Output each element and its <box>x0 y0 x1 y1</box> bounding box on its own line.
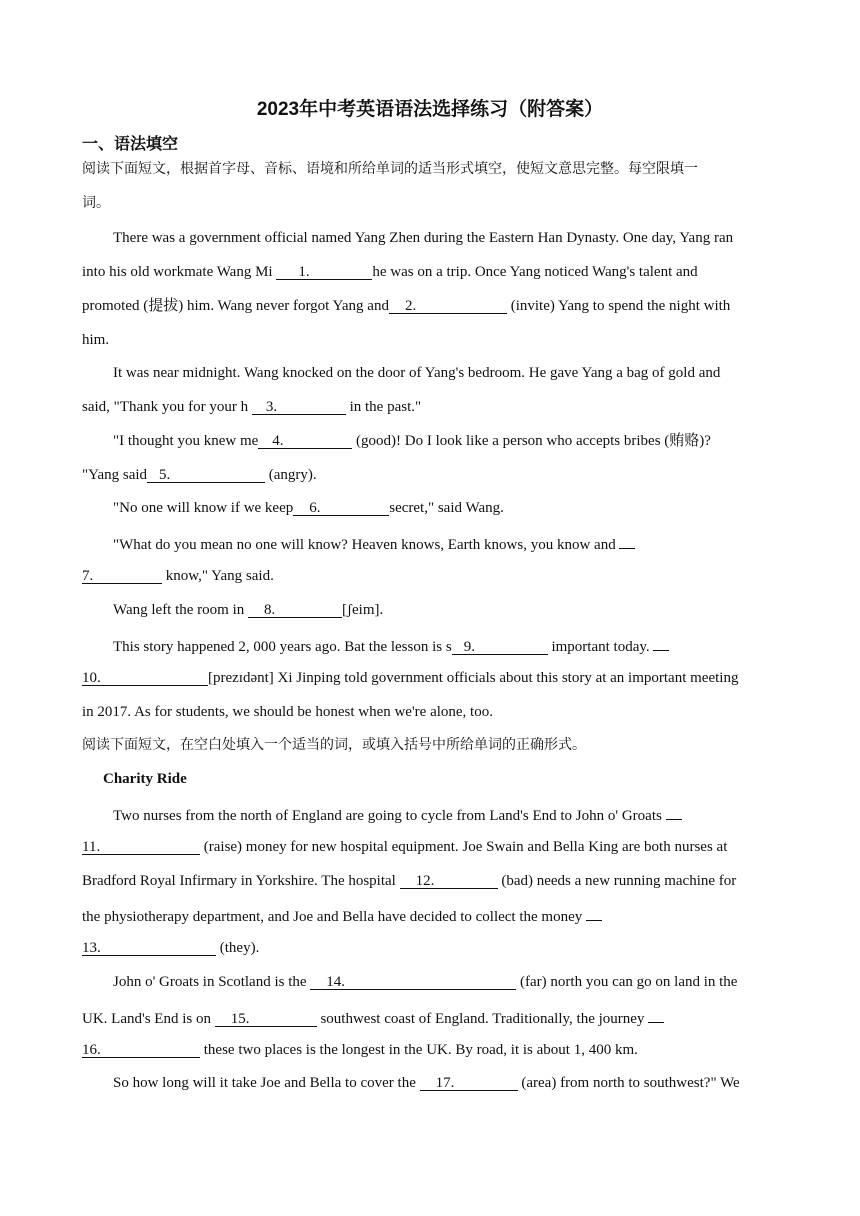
answer-blank-6[interactable]: 6. <box>293 499 389 516</box>
answer-blank-13-start <box>586 904 602 921</box>
text: said, "Thank you for your h <box>82 399 252 415</box>
text: "What do you mean no one will know? Heaven knows, Earth knows, you know and <box>113 537 620 553</box>
instruction-line: 阅读下面短文，根据首字母、音标、语境和所给单词的适当形式填空，使短文意思完整。每空限填一 <box>82 161 698 177</box>
passage-line: in 2017. As for students, we should be honest when we're alone, too. <box>82 704 493 720</box>
answer-blank-10-start <box>653 634 669 651</box>
passage-line <box>113 498 504 518</box>
passage-line <box>113 532 635 555</box>
answer-blank-8[interactable]: 8. <box>248 601 342 618</box>
answer-blank-10[interactable]: 10. <box>82 669 208 686</box>
text: [ʃeim]. <box>342 602 384 618</box>
passage-line <box>82 397 421 417</box>
answer-blank-7[interactable]: 7. <box>82 567 162 584</box>
page-title: 2023年中考英语语法选择练习（附答案） <box>256 99 604 120</box>
text: secret," said Wang. <box>389 500 504 516</box>
passage-line <box>82 262 698 282</box>
passage-line <box>113 972 737 992</box>
text: John o' Groats in Scotland is the <box>113 974 311 990</box>
instruction-line: 阅读下面短文，在空白处填入一个适当的词，或填入括号中所给单词的正确形式。 <box>82 737 586 753</box>
instruction-line: 词。 <box>82 195 110 211</box>
answer-blank-5[interactable]: 5. <box>147 466 265 483</box>
passage-line <box>113 600 383 620</box>
text: UK. Land's End is on <box>82 1011 215 1027</box>
text: (raise) money for new hospital equipment. Joe Swain and Bella King are both nurses at <box>200 839 728 855</box>
text: (good)! Do I look like a person who accepts bribes (贿赂)? <box>352 433 711 449</box>
text: (they). <box>216 940 260 956</box>
passage-line <box>113 634 669 657</box>
text: these two places is the longest in the UK. By road, it is about 1, 400 km. <box>200 1042 638 1058</box>
text: "Yang said <box>82 467 148 483</box>
section-heading: 一、语法填空 <box>82 134 179 153</box>
answer-blank-3[interactable]: 3. <box>252 398 346 415</box>
passage-line: It was near midnight. Wang knocked on the door of Yang's bedroom. He gave Yang a bag of gold and <box>113 365 721 381</box>
answer-blank-17[interactable]: 17. <box>420 1074 518 1091</box>
passage-line <box>82 938 259 958</box>
text: This story happened 2, 000 years ago. Bat the lesson is s <box>113 639 452 655</box>
answer-blank-15[interactable]: 15. <box>215 1010 317 1027</box>
text: (area) from north to southwest?" We <box>517 1075 740 1091</box>
text: (far) north you can go on land in the <box>516 974 738 990</box>
passage-line <box>82 465 317 485</box>
text: Wang left the room in <box>113 602 249 618</box>
passage-line <box>82 837 727 857</box>
text: (invite) Yang to spend the night with <box>506 298 731 314</box>
passage-line <box>82 668 738 688</box>
passage-line <box>82 871 736 891</box>
passage-line <box>82 296 730 316</box>
text: the physiotherapy department, and Joe and Bella have decided to collect the money <box>82 909 586 925</box>
answer-blank-16[interactable]: 16. <box>82 1041 200 1058</box>
answer-blank-16-start <box>648 1006 664 1023</box>
passage-line <box>82 1040 638 1060</box>
passage-line <box>113 803 682 826</box>
answer-blank-11[interactable]: 11. <box>82 838 200 855</box>
text: in the past." <box>345 399 422 415</box>
passage-line <box>113 1073 740 1093</box>
text: "I thought you knew me <box>113 433 259 449</box>
passage-line <box>82 904 602 927</box>
text: Two nurses from the north of England are going to cycle from Land's End to John o' Groats <box>113 808 666 824</box>
answer-blank-14[interactable]: 14. <box>310 973 516 990</box>
passage-line: There was a government official named Yang Zhen during the Eastern Han Dynasty. One day, Yang ran <box>113 230 734 246</box>
answer-blank-13[interactable]: 13. <box>82 939 216 956</box>
text: southwest coast of England. Traditionally, the journey <box>316 1011 649 1027</box>
answer-blank-1[interactable]: 1. <box>276 263 372 280</box>
text: promoted (提拔) him. Wang never forgot Yang and <box>82 298 389 314</box>
text: Bradford Royal Infirmary in Yorkshire. The hospital <box>82 873 400 889</box>
text: into his old workmate Wang Mi <box>82 264 277 280</box>
answer-blank-4[interactable]: 4. <box>258 432 352 449</box>
text: So how long will it take Joe and Bella to cover the <box>113 1075 420 1091</box>
text: he was on a trip. Once Yang noticed Wang's talent and <box>372 264 698 280</box>
answer-blank-7-start <box>619 532 635 549</box>
answer-blank-2[interactable]: 2. <box>389 297 507 314</box>
text: important today. <box>547 639 654 655</box>
answer-blank-9[interactable]: 9. <box>452 638 548 655</box>
passage-line <box>82 566 274 586</box>
text: "No one will know if we keep <box>113 500 294 516</box>
text: (angry). <box>265 467 317 483</box>
passage-line <box>113 431 711 451</box>
text: [prezɪdənt] Xi Jinping told government officials about this story at an important meeting <box>208 670 739 686</box>
text: (bad) needs a new running machine for <box>497 873 737 889</box>
answer-blank-12[interactable]: 12. <box>400 872 498 889</box>
passage-line <box>82 1006 664 1029</box>
answer-blank-11-start <box>666 803 682 820</box>
text: know," Yang said. <box>162 568 274 584</box>
passage-line: him. <box>82 332 110 348</box>
passage-heading: Charity Ride <box>103 771 187 787</box>
